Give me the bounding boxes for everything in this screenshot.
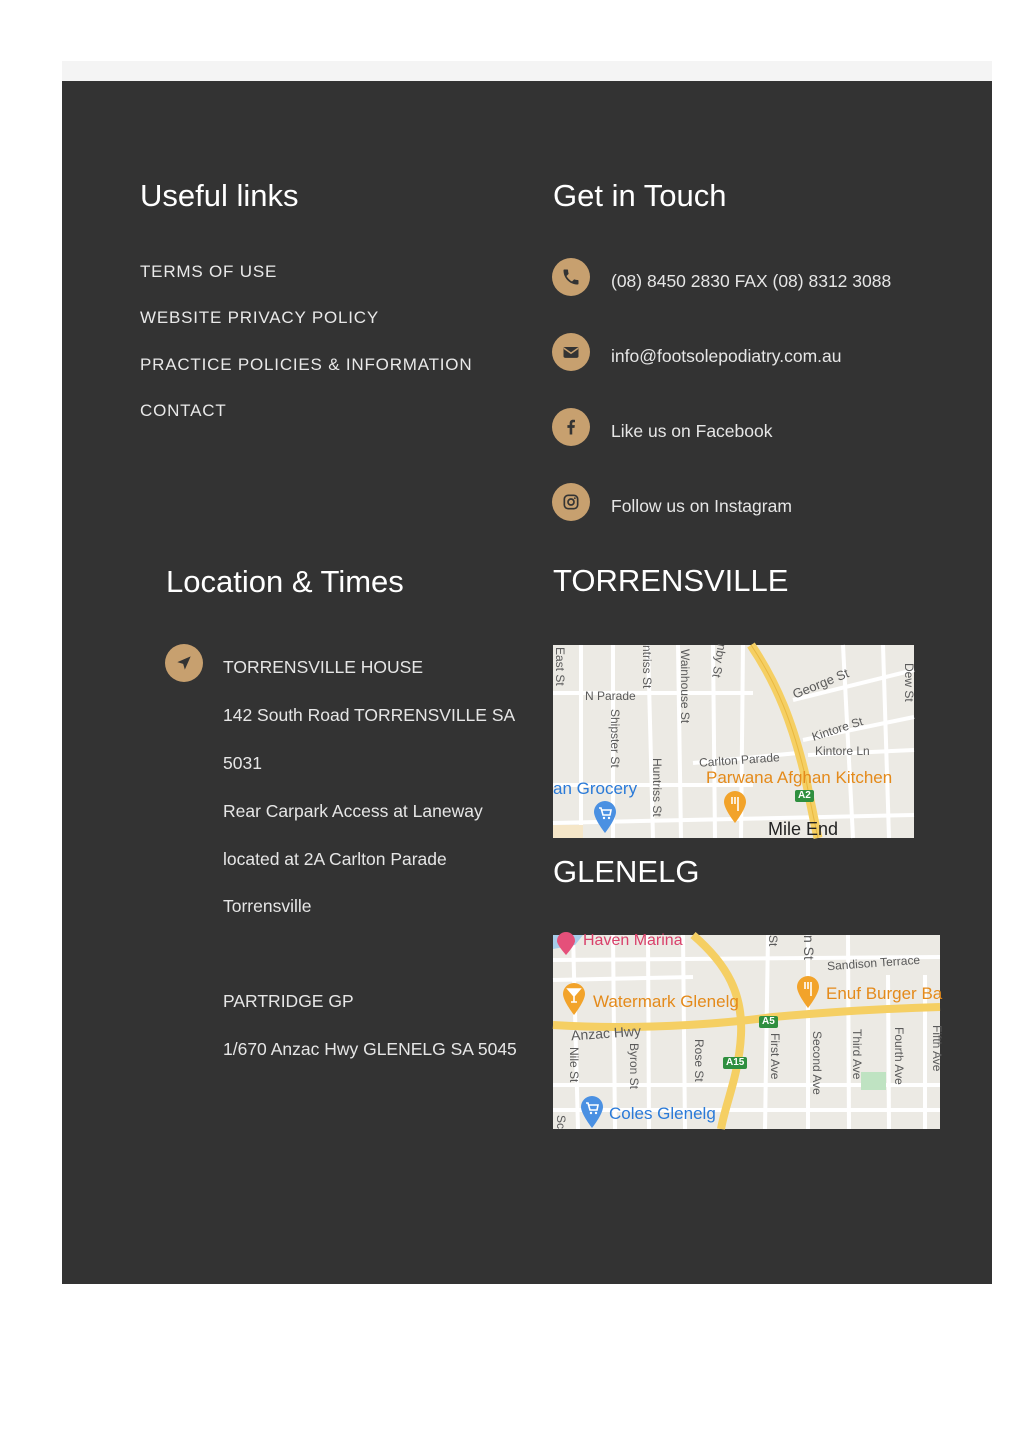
phone-fax-text: (08) 8450 2830 FAX (08) 8312 3088 bbox=[611, 271, 892, 291]
top-strip bbox=[62, 61, 992, 81]
link-practice-policies[interactable]: PRACTICE POLICIES & INFORMATION bbox=[140, 355, 473, 374]
map-label-watermark: Watermark Glenelg bbox=[593, 992, 739, 1011]
bar-pin-icon bbox=[561, 982, 587, 1016]
map-label-fourth: Fourth Ave bbox=[892, 1027, 906, 1085]
map-label-n-parade: N Parade bbox=[585, 689, 636, 703]
location-line-5: located at 2A Carlton Parade bbox=[223, 849, 447, 869]
glenelg-heading: GLENELG bbox=[553, 854, 700, 889]
map-label-haven: Haven Marina bbox=[583, 932, 683, 949]
shopping-pin-icon bbox=[579, 1095, 605, 1129]
map-shield-a15: A15 bbox=[723, 1057, 747, 1069]
map-label-huntriss-top: ntriss St bbox=[640, 645, 654, 689]
location-line-4: Rear Carpark Access at Laneway bbox=[223, 801, 483, 821]
marina-pin-icon bbox=[555, 935, 577, 957]
map-label-ashby: nby St bbox=[709, 642, 729, 679]
email-link[interactable]: info@footsolepodiatry.com.au bbox=[611, 346, 842, 366]
map-label-shipster: Shipster St bbox=[608, 709, 622, 768]
map-label-rose: Rose St bbox=[692, 1039, 706, 1082]
map-label-george: George St bbox=[790, 665, 851, 702]
map-label-carlton: Carlton Parade bbox=[698, 750, 781, 770]
map-label-parwana: Parwana Afghan Kitchen bbox=[706, 768, 893, 787]
instagram-icon[interactable] bbox=[552, 483, 590, 521]
location-times-heading: Location & Times bbox=[166, 564, 404, 599]
location-line-8: 1/670 Anzac Hwy GLENELG SA 5045 bbox=[223, 1039, 517, 1059]
restaurant-pin-icon bbox=[722, 790, 748, 824]
map-label-fifth: Fifth Ave bbox=[930, 1025, 944, 1072]
location-line-6: Torrensville bbox=[223, 896, 312, 916]
location-arrow-icon bbox=[165, 644, 203, 682]
map-label-dew: Dew St bbox=[902, 663, 916, 702]
facebook-icon[interactable] bbox=[552, 408, 590, 446]
map-label-wainhouse: Wainhouse St bbox=[678, 649, 692, 724]
shopping-pin-icon bbox=[592, 800, 618, 834]
map-label-coles: Coles Glenelg bbox=[609, 1104, 716, 1123]
location-line-1: TORRENSVILLE HOUSE bbox=[223, 657, 424, 677]
phone-icon bbox=[552, 258, 590, 296]
map-label-byron: Byron St bbox=[627, 1043, 641, 1090]
link-contact[interactable]: CONTACT bbox=[140, 401, 227, 420]
map-shield-a5: A5 bbox=[759, 1016, 778, 1028]
map-label-nile: Nile St bbox=[567, 1047, 581, 1083]
facebook-link[interactable]: Like us on Facebook bbox=[611, 421, 773, 441]
restaurant-pin-icon bbox=[795, 975, 821, 1009]
torrensville-heading: TORRENSVILLE bbox=[553, 563, 789, 598]
link-terms-of-use[interactable]: TERMS OF USE bbox=[140, 262, 278, 281]
get-in-touch-heading: Get in Touch bbox=[553, 178, 727, 213]
map-label-mile-end: Mile End bbox=[768, 819, 839, 839]
glenelg-map[interactable] bbox=[553, 932, 944, 1130]
location-line-3: 5031 bbox=[223, 753, 262, 773]
link-website-privacy-policy[interactable]: WEBSITE PRIVACY POLICY bbox=[140, 308, 379, 327]
map-shield-a2: A2 bbox=[795, 790, 814, 802]
torrensville-map[interactable] bbox=[553, 642, 916, 839]
map-label-third: Third Ave bbox=[850, 1029, 864, 1080]
instagram-link[interactable]: Follow us on Instagram bbox=[611, 496, 792, 516]
map-label-kintore-ln: Kintore Ln bbox=[815, 744, 870, 758]
map-label-anzac: Anzac Hwy bbox=[570, 1022, 642, 1044]
useful-links-heading: Useful links bbox=[140, 178, 299, 213]
map-label-first: First Ave bbox=[768, 1033, 782, 1080]
map-label-st-small: St bbox=[766, 935, 780, 947]
location-line-2: 142 South Road TORRENSVILLE SA bbox=[223, 705, 516, 725]
map-label-n-st: n St bbox=[801, 935, 817, 960]
map-label-enuf: Enuf Burger Ba bbox=[826, 984, 943, 1003]
map-label-grocery: an Grocery bbox=[553, 779, 638, 798]
map-label-kintore-st: Kintore St bbox=[810, 714, 865, 744]
map-label-huntriss: Huntriss St bbox=[650, 758, 664, 817]
site-footer bbox=[62, 81, 992, 1284]
envelope-icon bbox=[552, 333, 590, 371]
map-label-second: Second Ave bbox=[810, 1031, 824, 1095]
map-label-sc: Sc bbox=[554, 1115, 568, 1130]
location-line-7: PARTRIDGE GP bbox=[223, 991, 354, 1011]
map-label-sandison: Sandison Terrace bbox=[826, 952, 921, 974]
map-label-east-st: East St bbox=[553, 647, 567, 686]
